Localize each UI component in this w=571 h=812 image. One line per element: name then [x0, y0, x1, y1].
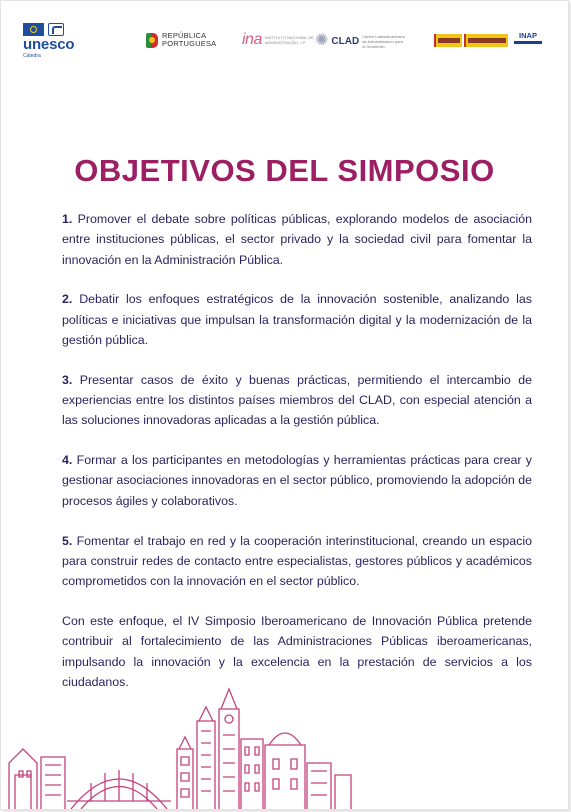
- objective-text: Formar a los participantes en metodologías y herramientas prácticas para crear y gestionar asociaciones innovadoras en el sector público, promoviendo la adopción de procesos ágiles y colaborativos.: [62, 453, 532, 508]
- inap-bar-icon: [514, 41, 542, 44]
- objective-text: Debatir los enfoques estratégicos de la innovación sostenible, analizando las políticas e iniciativas que impulsan la transformación digital y la modernización de la gestión pública.: [62, 292, 532, 347]
- objective-item: [62, 531, 532, 592]
- page-title: OBJETIVOS DEL SIMPOSIO: [74, 153, 495, 188]
- clad-logo-name: CLAD: [331, 35, 360, 47]
- clad-star-icon: ✺: [315, 32, 329, 49]
- objective-number: 1.: [62, 212, 73, 226]
- objective-text: Promover el debate sobre políticas públicas, explorando modelos de asociación entre instituciones públicas, el sector privado y la sociedad civil para fomentar la innovación en la Administración Pública.: [62, 212, 532, 267]
- ministry-block-icon: [464, 34, 508, 47]
- objectives-body: [62, 209, 532, 712]
- republica-portuguesa-logo: [146, 32, 216, 48]
- objective-item: [62, 450, 532, 511]
- closing-paragraph: Con este enfoque, el IV Simposio Iberoamericano de Innovación Pública pretende contribuir al fortalecimiento de las Administraciones Públicas iberoamericanas, impulsando la innovación y la excelencia en la prestación de servicios a los ciudadanos.: [62, 613, 532, 689]
- clad-logo-sub: Centro Latinoamericano de Administración para el Desarrollo: [362, 33, 405, 49]
- objective-number: 2.: [62, 292, 73, 307]
- unesco-logo-sub: Cátedra: [23, 53, 41, 59]
- objective-item: [62, 209, 532, 270]
- objective-item: [62, 289, 532, 350]
- objective-text: Fomentar el trabajo en red y la cooperación interinstitucional, creando un espacio para construir redes de contacto entre especialistas, gestores públicos y académicos comprometidos con la innovación en el sector público.: [62, 533, 532, 589]
- objective-text: Presentar casos de éxito y buenas prácticas, permitiendo el intercambio de experiencias entre los distintos países miembros del CLAD, con especial atención a las soluciones innovadoras aplicadas a la gestión pública.: [62, 372, 532, 428]
- city-skyline-illustration: [1, 679, 569, 809]
- objective-number: 4.: [62, 453, 73, 468]
- clad-logo: [315, 33, 405, 49]
- ina-logo: [242, 31, 320, 49]
- inap-logo-name: INAP: [519, 31, 537, 40]
- inap-logo: [514, 32, 542, 44]
- unesco-logo-name: unesco: [23, 36, 75, 53]
- spain-coat-icon: [434, 34, 462, 47]
- republica-line1: REPÚBLICA: [162, 31, 207, 40]
- gobierno-espana-logo: [434, 34, 508, 47]
- objective-item: [62, 370, 532, 431]
- portugal-flag-icon: [146, 33, 158, 48]
- objective-number: 3.: [62, 372, 73, 387]
- unesco-logo: [23, 23, 81, 59]
- ina-logo-sub: INSTITUTO NACIONAL DE ADMINISTRAÇÃO, I.P.: [264, 35, 314, 45]
- unesco-emblem-icon: [23, 23, 81, 36]
- objective-number: 5.: [62, 533, 73, 548]
- republica-line2: PORTUGUESA: [162, 39, 217, 48]
- partner-logos-bar: [23, 23, 542, 63]
- ina-logo-name: ina: [242, 31, 262, 48]
